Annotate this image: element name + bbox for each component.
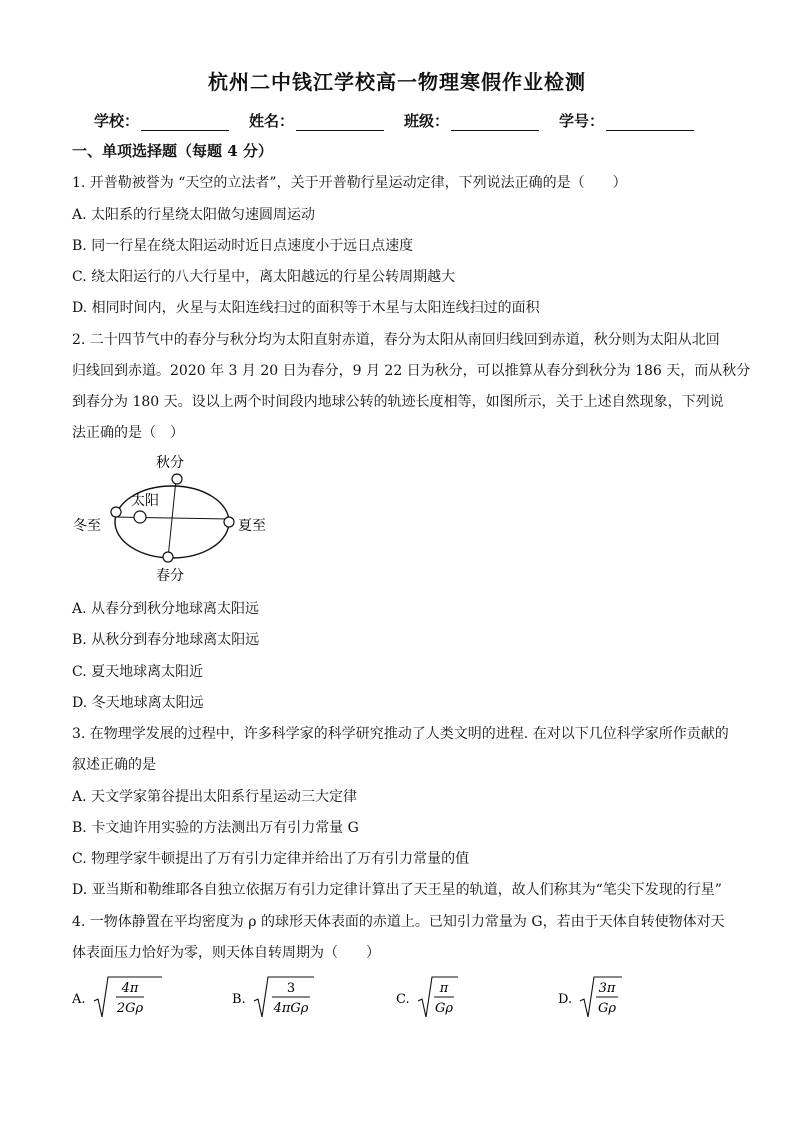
orbit-diagram-svg <box>72 450 302 590</box>
student-info-row <box>94 110 714 131</box>
q4-stem-line-1: 4. 一物体静置在平均密度为 ρ 的球形天体表面的赤道上。已知引力常量为 G，若由于天体自转使物体对天 <box>72 914 725 930</box>
summer-point <box>224 517 234 527</box>
q1-stem: 1. 开普勒被誉为 “天空的立法者”，关于开普勒行星运动定律，下列说法正确的是（ ） <box>72 175 627 191</box>
class-label: 班级： <box>404 112 450 130</box>
label-sun: 太阳 <box>131 493 159 509</box>
class-blank[interactable] <box>451 114 539 131</box>
page-title: 杭州二中钱江学校高一物理寒假作业检测 <box>208 70 586 94</box>
q4-d-numerator: 3π <box>598 981 616 996</box>
q4-d-letter: D. <box>558 992 573 1007</box>
label-summer: 夏至 <box>238 518 266 534</box>
minor-axis-line <box>168 480 176 558</box>
q1-option-a: A. 太阳系的行星绕太阳做匀速圆周运动 <box>72 207 316 223</box>
number-blank[interactable] <box>606 114 694 131</box>
q2-option-b: B. 从秋分到春分地球离太阳远 <box>72 632 260 648</box>
name-field <box>249 110 384 131</box>
q4-a-letter: A. <box>72 992 86 1007</box>
winter-point <box>111 507 121 517</box>
q4-c-denominator: Gρ <box>434 1001 454 1016</box>
q2-option-c: C. 夏天地球离太阳近 <box>72 664 204 680</box>
q4-option-c <box>396 975 486 1023</box>
q4-b-denominator: 4πGρ <box>273 1001 309 1016</box>
q2-stem-line-2: 归线回到赤道。2020 年 3 月 20 日为春分，9 月 22 日为秋分，可以推算从春分到秋分为 186 天，而从秋分 <box>72 363 751 379</box>
q1-option-c: C. 绕太阳运行的八大行星中，离太阳越远的行星公转周期越大 <box>72 269 456 285</box>
q2-stem-line-3: 到春分为 180 天。设以上两个时间段内地球公转的轨迹长度相等，如图所示，关于上述自然现象，下列说 <box>72 394 724 410</box>
q1-option-b: B. 同一行星在绕太阳运动时近日点速度小于远日点速度 <box>72 238 414 254</box>
school-field <box>94 110 229 131</box>
label-autumn: 秋分 <box>156 455 184 471</box>
q3-option-a: A. 天文学家第谷提出太阳系行星运动三大定律 <box>72 789 358 805</box>
sun-circle <box>134 511 146 523</box>
q4-option-b <box>232 975 332 1023</box>
q3-option-c: C. 物理学家牛顿提出了万有引力定律并给出了万有引力常量的值 <box>72 851 470 867</box>
q3-option-d: D. 亚当斯和勒维耶各自独立依据万有引力定律计算出了天王星的轨道，故人们称其为“笔尖下发现的行星” <box>72 882 722 898</box>
q4-c-numerator: π <box>439 981 449 996</box>
q1-option-d: D. 相同时间内，火星与太阳连线扫过的面积等于木星与太阳连线扫过的面积 <box>72 300 540 316</box>
label-spring: 春分 <box>156 568 184 584</box>
q2-option-a: A. 从春分到秋分地球离太阳远 <box>72 601 260 617</box>
name-label: 姓名： <box>249 112 295 130</box>
q4-d-denominator: Gρ <box>597 1001 617 1016</box>
q2-stem-line-1: 2. 二十四节气中的春分与秋分均为太阳直射赤道，春分为太阳从南回归线回到赤道，秋分则为太阳从北回 <box>72 332 720 348</box>
q4-c-letter: C. <box>396 992 410 1007</box>
number-field <box>559 110 694 131</box>
section-title: 一、单项选择题（每题 4 分） <box>72 142 273 160</box>
q4-a-numerator: 4π <box>121 981 139 996</box>
q3-stem-line-2: 叙述正确的是 <box>72 757 156 773</box>
q2-option-d: D. 冬天地球离太阳远 <box>72 695 204 711</box>
q3-stem-line-1: 3. 在物理学发展的过程中，许多科学家的科学研究推动了人类文明的进程. 在对以下几位科学家所作贡献的 <box>72 726 729 742</box>
autumn-point <box>172 474 182 484</box>
q4-option-d <box>558 975 648 1023</box>
q4-a-denominator: 2Gρ <box>116 1001 144 1016</box>
q2-stem-line-4: 法正确的是（ ） <box>72 425 184 441</box>
number-label: 学号： <box>559 112 605 130</box>
school-label: 学校： <box>94 112 140 130</box>
label-winter: 冬至 <box>73 518 101 534</box>
name-blank[interactable] <box>296 114 384 131</box>
orbit-diagram <box>72 450 302 594</box>
spring-point <box>163 552 173 562</box>
q4-b-letter: B. <box>232 992 246 1007</box>
q4-b-numerator: 3 <box>286 981 296 996</box>
school-blank[interactable] <box>141 114 229 131</box>
q4-stem-line-2: 体表面压力恰好为零，则天体自转周期为（ ） <box>72 945 380 961</box>
class-field <box>404 110 539 131</box>
q3-option-b: B. 卡文迪许用实验的方法测出万有引力常量 G <box>72 820 359 836</box>
q4-option-a <box>72 975 162 1023</box>
